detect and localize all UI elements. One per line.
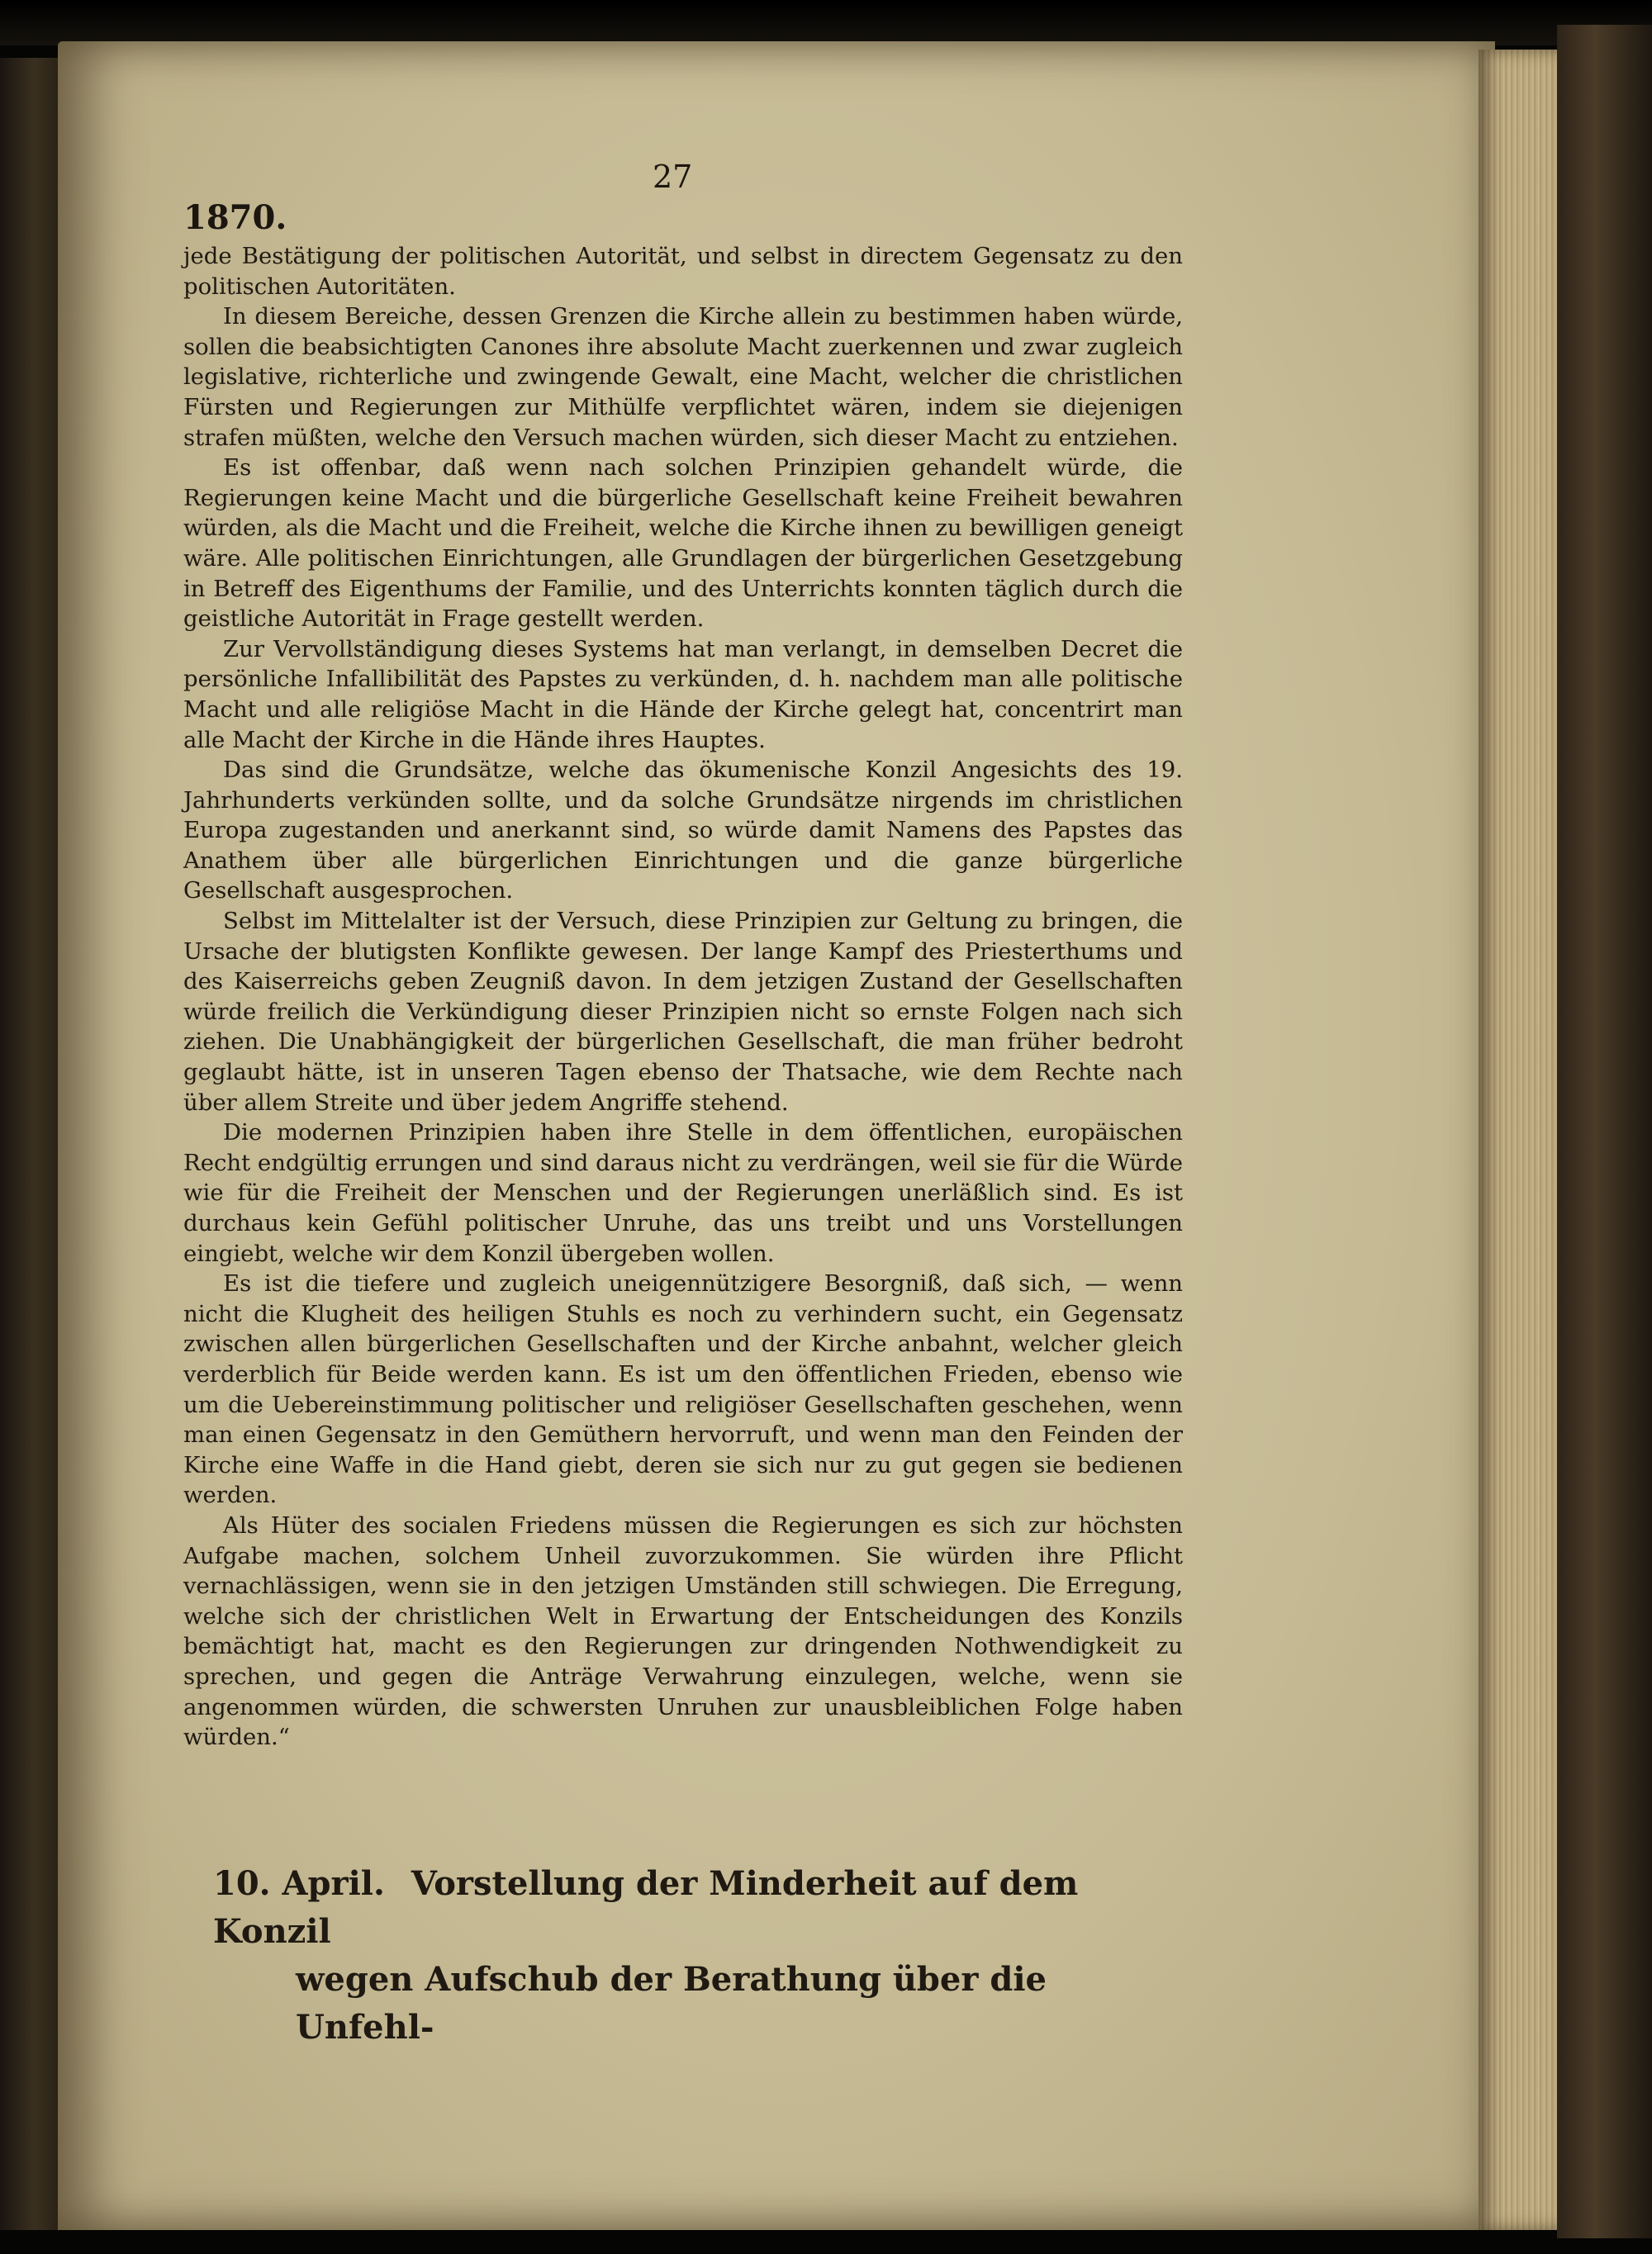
book-binding-right [1557, 25, 1652, 2238]
paragraph: Das sind die Grundsätze, welche das ökumenische Konzil Angesichts des 19. Jahrhunderts verkünden sollte, und da solche Grundsätze nirgends im christlichen Europa zugestanden und anerkannt sind, so würde damit Namens des Papstes das Anathem über alle bürgerlichen Einrichtungen und die ganze bürgerliche Gesellschaft ausgesprochen. [183, 757, 1183, 904]
page-number: 27 [653, 159, 693, 195]
section-date: 10. April. [213, 1864, 385, 1903]
section-heading [213, 1860, 1188, 2052]
paragraph: Die modernen Prinzipien haben ihre Stelle in dem öffentlichen, europäischen Recht endgültig errungen und sind daraus nicht zu verdrängen, weil sie für die Würde wie für die Freiheit der Menschen und der Regierungen unerläßlich sind. Es ist durchaus kein Gefühl politischer Unruhe, das uns treibt und uns Vorstellungen eingiebt, welche wir dem Konzil übergeben wollen. [183, 1119, 1183, 1267]
paragraph: Als Hüter des socialen Friedens müssen die Regierungen es sich zur höchsten Aufgabe machen, solchem Unheil zuvorzukommen. Sie würden ihre Pflicht vernachlässigen, wenn sie in den jetzigen Umständen still schwiegen. Die Erregung, welche sich der christlichen Welt in Erwartung der Entscheidungen des Konzils bemächtigt hat, macht es den Regierungen zur dringenden Nothwendigkeit zu sprechen, und gegen die Anträge Verwahrung einzulegen, welche, wenn sie angenommen würden, die schwersten Unruhen zur unausbleiblichen Folge haben würden.“ [183, 1511, 1183, 1751]
paragraph: Es ist offenbar, daß wenn nach solchen Prinzipien gehandelt würde, die Regierungen keine Macht und die bürgerliche Gesellschaft keine Freiheit bewahren würden, als die Macht und die Freiheit, welche die Kirche ihnen zu bewilligen geneigt wäre. Alle politischen Einrichtungen, alle Grundlagen der bürgerlichen Gesetzgebung in Betreff des Eigenthums der Familie, und des Unterrichts konnten täglich durch die geistliche Autorität in Frage gestellt werden. [183, 454, 1183, 633]
paragraph: jede Bestätigung der politischen Autorität, und selbst in directem Gegensatz zu den politischen Autoritäten. [183, 243, 1183, 300]
running-header-year: 1870. [183, 198, 287, 237]
body-text [183, 241, 1183, 1753]
paragraph: Selbst im Mittelalter ist der Versuch, diese Prinzipien zur Geltung zu bringen, die Ursache der blutigsten Konflikte gewesen. Der lange Kampf des Priesterthums und des Kaiserreichs geben Zeugniß davon. In dem jetzigen Zustand der Gesellschaften würde freilich die Verkündigung dieser Prinzipien nicht so ernste Folgen nach sich ziehen. Die Unabhängigkeit der bürgerlichen Gesellschaft, die man früher bedroht geglaubt hätte, ist in unseren Tagen ebenso der Thatsache, wie dem Rechte nach über allem Streite und über jedem Angriffe stehend. [183, 908, 1183, 1116]
paragraph: In diesem Bereiche, dessen Grenzen die Kirche allein zu bestimmen haben würde, sollen die beabsichtigten Canones ihre absolute Macht zuerkennen und zwar zugleich legislative, richterliche und zwingende Gewalt, eine Macht, welcher die christlichen Fürsten und Regierungen zur Mithülfe verpflichtet wären, indem sie diejenigen strafen müßten, welche den Versuch machen würden, sich dieser Macht zu entziehen. [183, 303, 1183, 451]
section-title-continued: wegen Aufschub der Berathung über die Unfehl- [296, 1960, 1047, 2047]
paragraph: Es ist die tiefere und zugleich uneigennützigere Besorgniß, daß sich, — wenn nicht die Klugheit des heiligen Stuhls es noch zu verhindern sucht, ein Gegensatz zwischen allen bürgerlichen Gesellschaften und der Kirche anbahnt, welcher gleich verderblich für Beide werden kann. Es ist um den öffentlichen Frieden, ebenso wie um die Uebereinstimmung politischer und religiöser Gesellschaften geschehen, wenn man einen Gegensatz in den Gemüthern hervorruft, und wenn man den Feinden der Kirche eine Waffe in die Hand giebt, deren sie sich nur zu gut gegen sie bedienen werden. [183, 1270, 1183, 1509]
book-cover-top [0, 0, 1652, 45]
section-title: Vorstellung der Minderheit auf dem Konzil [213, 1864, 1079, 1951]
page-fore-edge [1479, 50, 1561, 2230]
previous-page-edge [0, 58, 58, 2230]
paragraph: Zur Vervollständigung dieses Systems hat man verlangt, in demselben Decret die persönliche Infallibilität des Papstes zu verkünden, d. h. nachdem man alle politische Macht und alle religiöse Macht in die Hände der Kirche gelegt hat, concentrirt man alle Macht der Kirche in die Hände ihres Hauptes. [183, 635, 1183, 753]
